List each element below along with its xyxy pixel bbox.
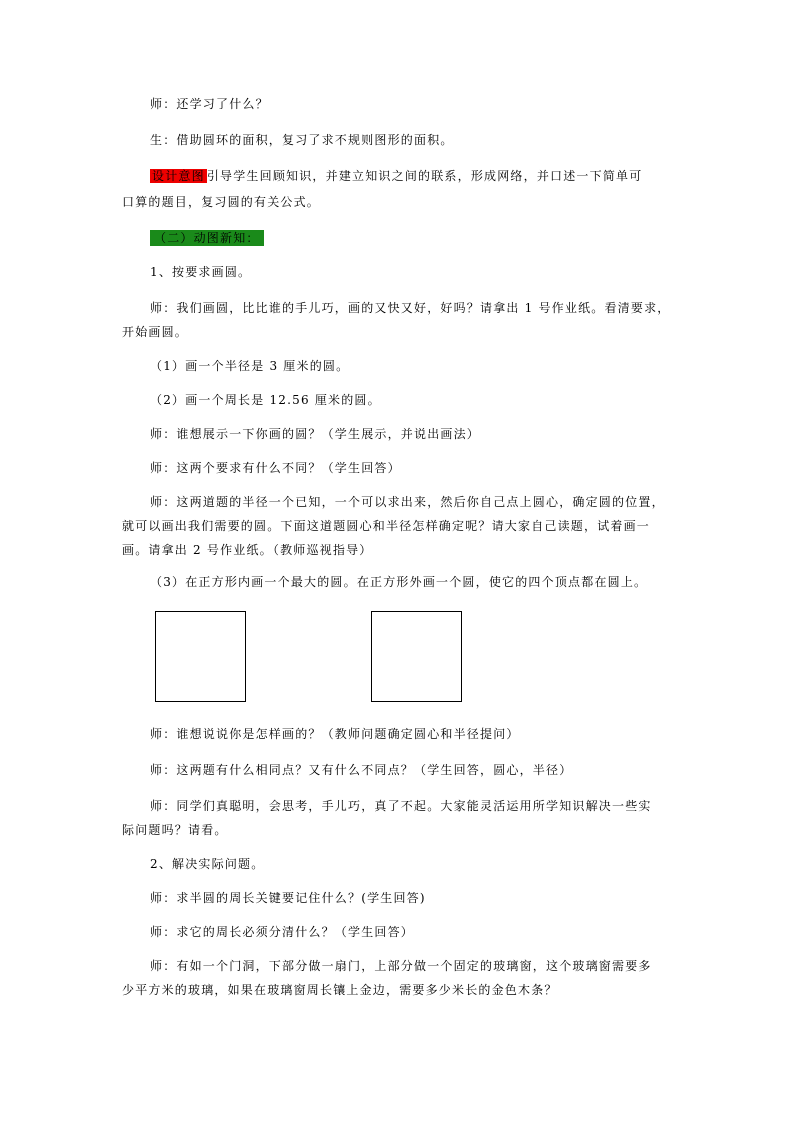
list-item-2: 2、解决实际问题。: [150, 857, 265, 871]
paragraph-praise-line2: 际问题吗？请看。: [122, 823, 228, 837]
paragraph-radius-line1: 师：这两道题的半径一个已知，一个可以求出来，然后你自己点上圆心，确定圆的位置，: [150, 495, 665, 509]
paragraph-student-answer: 生：借助圆环的面积，复习了求不规则图形的面积。: [150, 133, 454, 147]
design-intent-text: 引导学生回顾知识，并建立知识之间的联系，形成网络，并口述一下简单可: [206, 169, 643, 183]
paragraph-teacher-question: 师：还学习了什么？: [150, 97, 269, 111]
paragraph-difference: 师：这两个要求有什么不同？（学生回答）: [150, 461, 401, 475]
paragraph-door-line2: 少平方米的玻璃，如果在玻璃窗周长镶上金边，需要多少米长的金色木条？: [122, 983, 558, 997]
paragraph-door-line1: 师：有如一个门洞，下部分做一扇门，上部分做一个固定的玻璃窗，这个玻璃窗需要多: [150, 959, 652, 973]
paragraph-design-intent-line2: 口算的题目，复习圆的有关公式。: [122, 195, 321, 209]
paragraph-draw-circle-line1: 师：我们画圆，比比谁的手儿巧，画的又快又好，好吗？请拿出 1 号作业纸。看清要求，: [150, 301, 671, 315]
paragraph-show-circle: 师：谁想展示一下你画的圆？（学生展示，并说出画法）: [150, 427, 481, 441]
square-figure-left: [155, 611, 246, 702]
paragraph-semicircle: 师：求半圆的周长关键要记住什么？(学生回答): [150, 891, 426, 905]
section-heading-label: （二）动图新知：: [150, 230, 264, 246]
list-item-1: 1、按要求画圆。: [150, 265, 252, 279]
paragraph-praise-line1: 师：同学们真聪明，会思考，手儿巧，真了不起。大家能灵活运用所学知识解决一些实: [150, 799, 652, 813]
section-heading: [150, 230, 264, 246]
paragraph-radius-line3: 画。请拿出 2 号作业纸。（教师巡视指导）: [122, 543, 373, 557]
square-figure-right: [371, 611, 462, 702]
paragraph-perimeter: 师：求它的周长必须分清什么？（学生回答）: [150, 925, 415, 939]
paragraph-draw-circle-line2: 开始画圆。: [122, 325, 189, 339]
paragraph-radius-line2: 就可以画出我们需要的圆。下面这道题圆心和半径怎样确定呢？请大家自己读题，试着画一: [122, 519, 651, 533]
sub-item-3: （3）在正方形内画一个最大的圆。在正方形外画一个圆，使它的四个顶点都在圆上。: [150, 575, 648, 589]
paragraph-design-intent-line1: [150, 168, 642, 184]
sub-item-1: （1）画一个半径是 3 厘米的圆。: [150, 359, 350, 373]
paragraph-same-diff: 师：这两题有什么相同点？又有什么不同点？（学生回答，圆心，半径）: [150, 763, 573, 777]
paragraph-how-drawn: 师：谁想说说你是怎样画的？（教师问题确定圆心和半径提问）: [150, 727, 520, 741]
design-intent-label: 设计意图: [152, 169, 205, 183]
sub-item-2: （2）画一个周长是 12.56 厘米的圆。: [150, 393, 381, 407]
